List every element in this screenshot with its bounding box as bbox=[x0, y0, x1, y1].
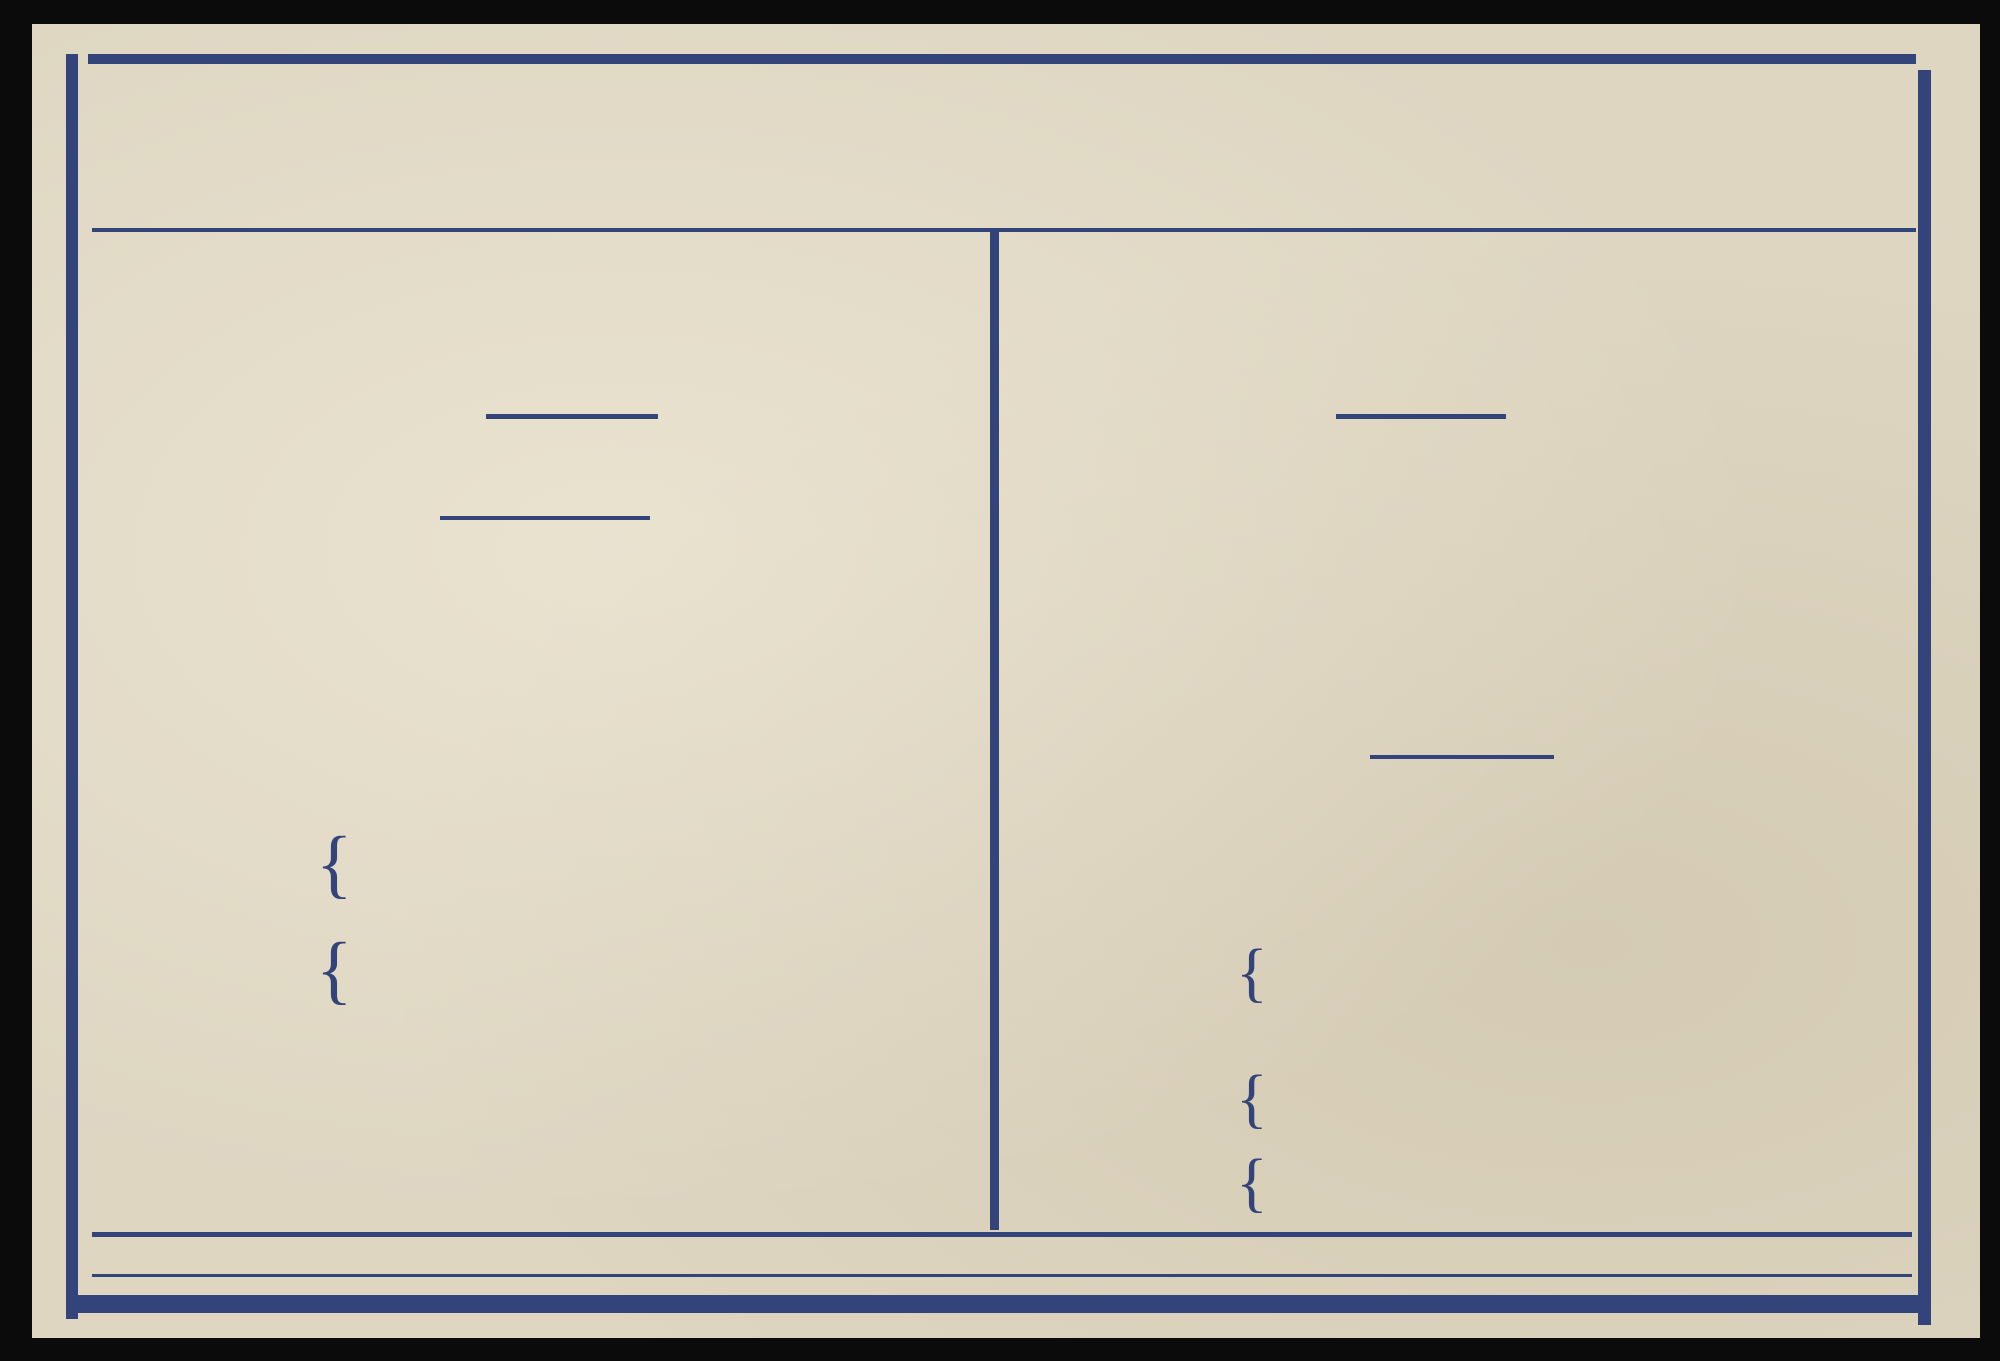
frame-top-rule bbox=[88, 54, 1916, 64]
header-rule bbox=[92, 228, 1916, 232]
comedie-title-underline bbox=[1336, 414, 1506, 419]
poster-sheet bbox=[32, 24, 1980, 1338]
footer-rule-bottom bbox=[92, 1274, 1912, 1277]
brace-dimanche-right: { bbox=[1236, 1146, 1268, 1219]
footer-rule-top bbox=[92, 1232, 1912, 1237]
brace-dimanche: { bbox=[316, 928, 353, 1012]
brace-samedi-right: { bbox=[1236, 1062, 1268, 1135]
brace-jeudi: { bbox=[1236, 936, 1268, 1009]
center-divider bbox=[990, 232, 999, 1230]
theatre-programme-underline bbox=[440, 516, 650, 520]
theatre-title-underline bbox=[486, 414, 658, 419]
frame-left-rule bbox=[66, 54, 78, 1319]
company-underline bbox=[1370, 755, 1554, 759]
frame-right-rule bbox=[1918, 70, 1931, 1325]
frame-bottom-rule bbox=[66, 1295, 1931, 1313]
brace-samedi: { bbox=[316, 822, 353, 906]
